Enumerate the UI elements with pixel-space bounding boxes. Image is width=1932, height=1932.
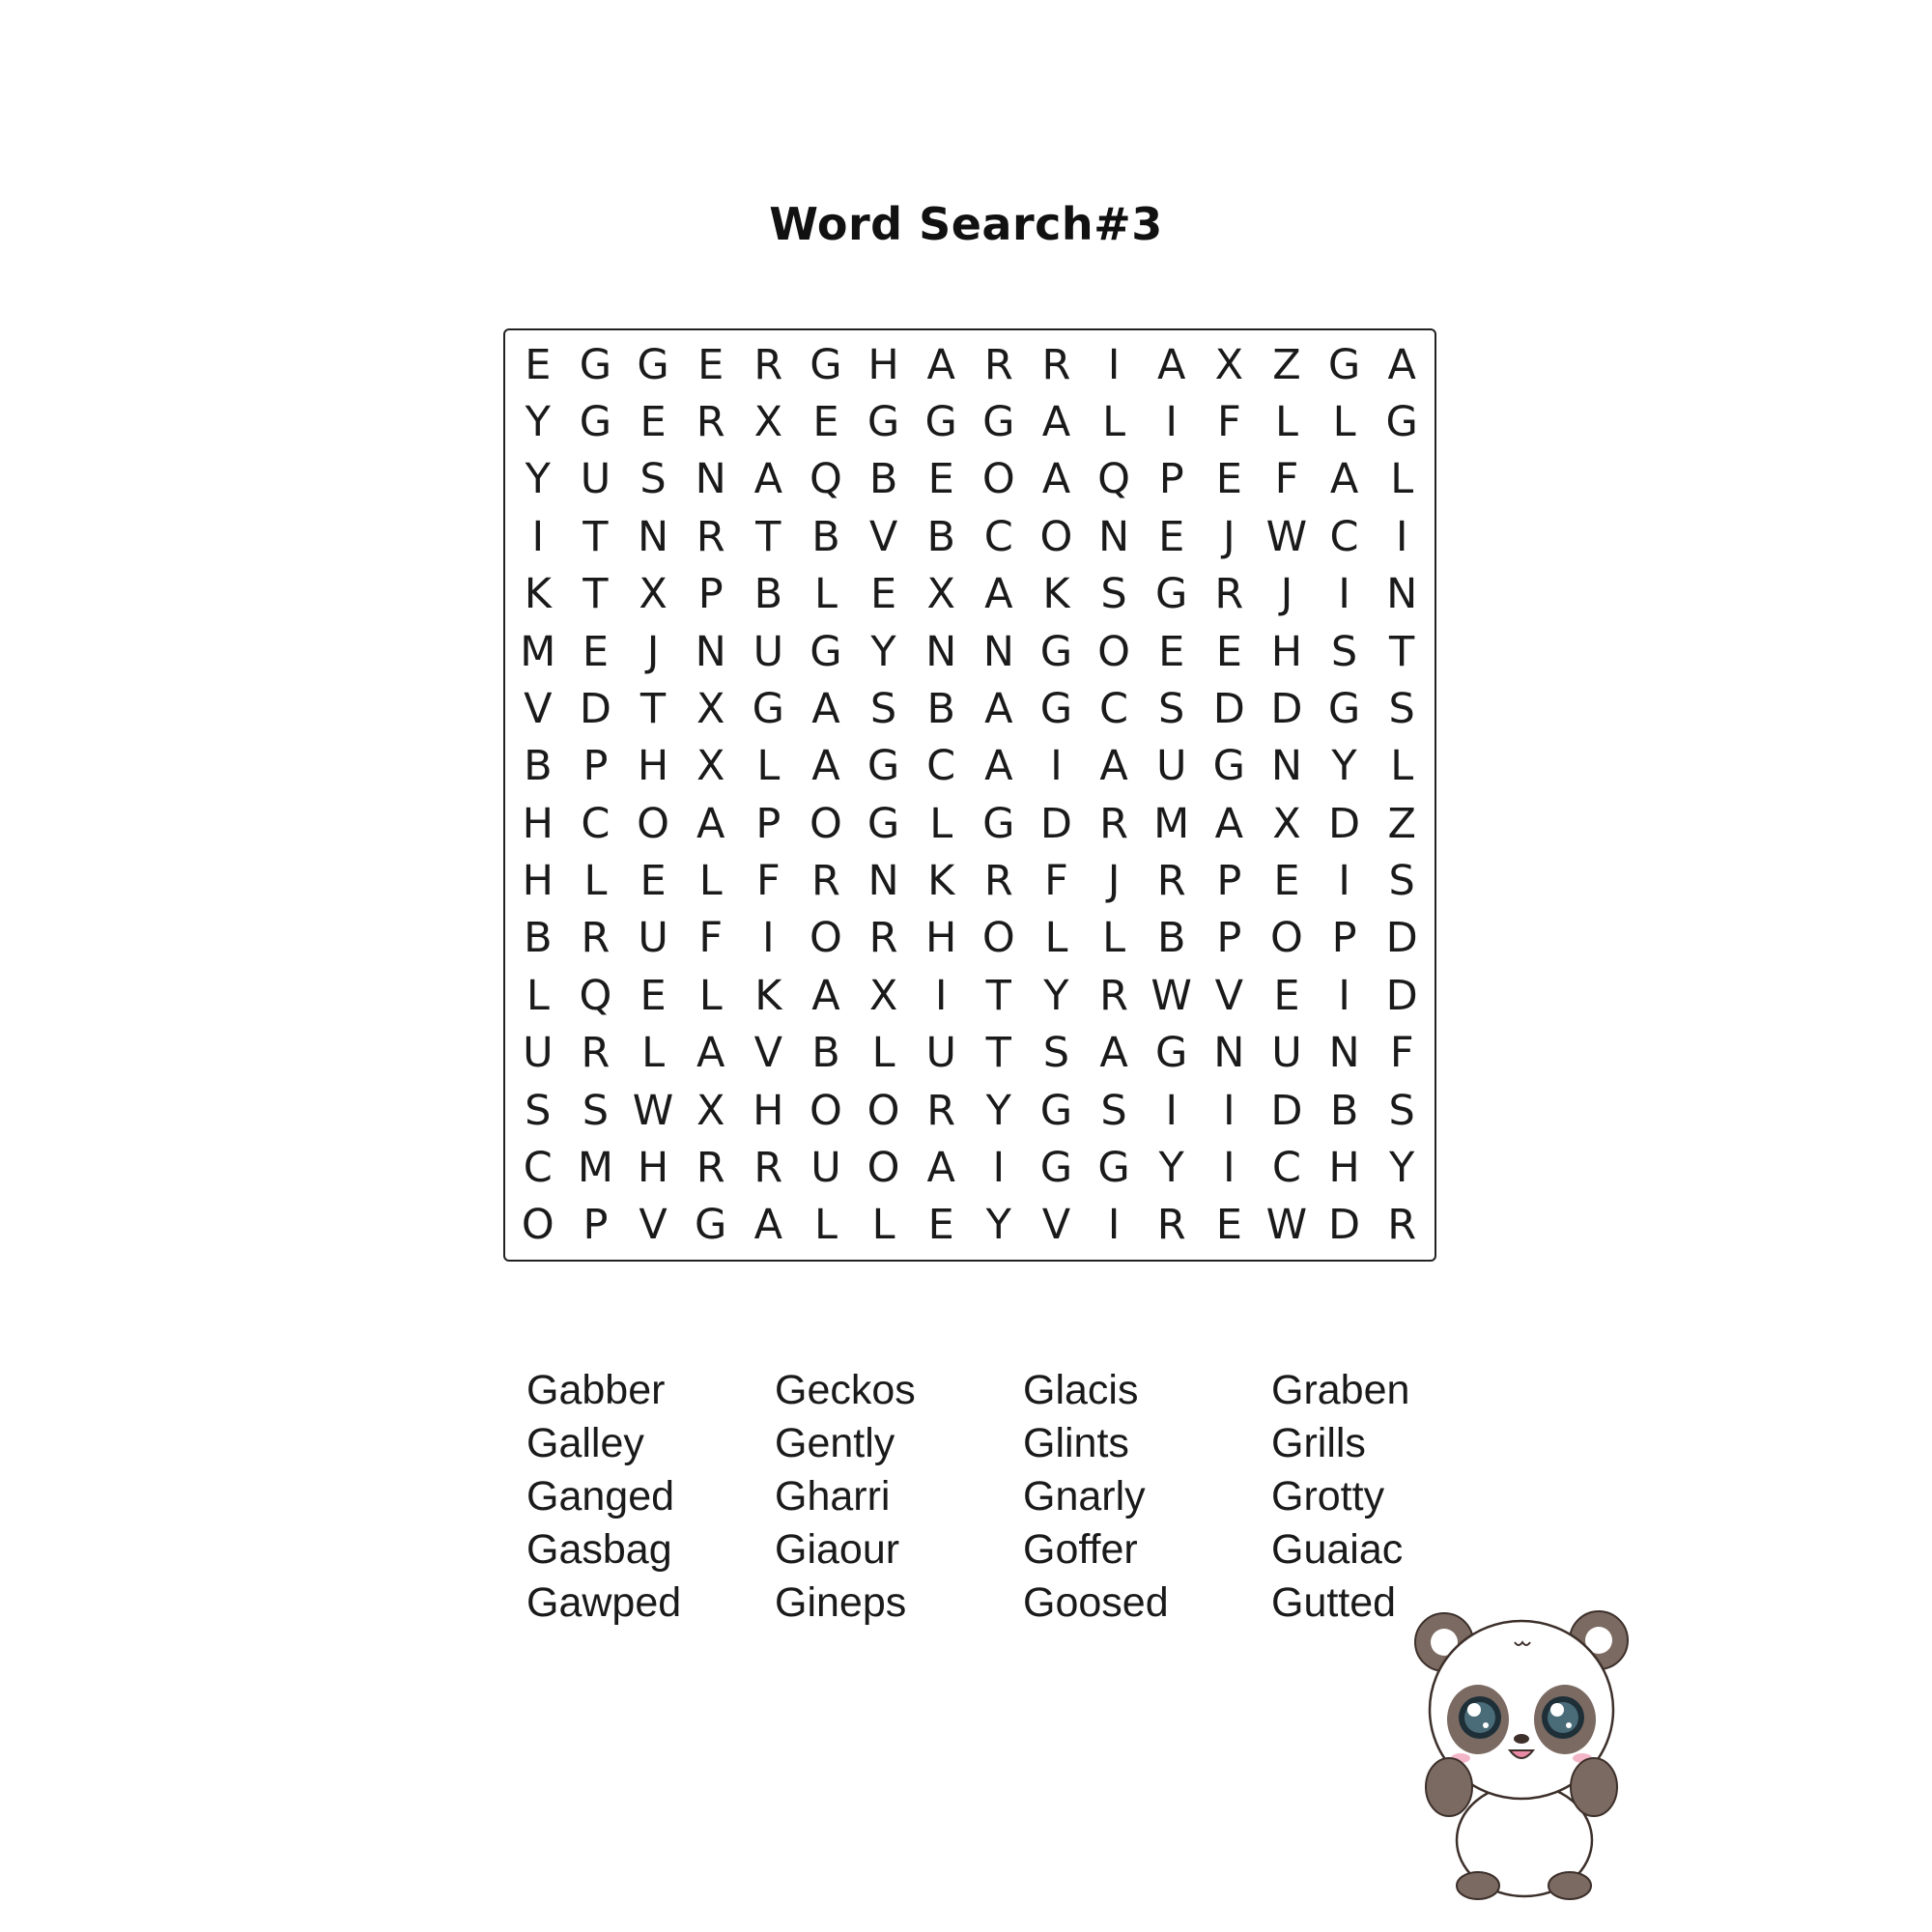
- grid-cell: A: [984, 742, 1013, 791]
- grid-cell: Y: [985, 1201, 1011, 1250]
- word-list-item: Grotty: [1271, 1473, 1385, 1520]
- grid-cell: A: [811, 742, 840, 791]
- grid-cell: J: [1280, 570, 1293, 619]
- grid-cell: G: [579, 398, 612, 447]
- grid-cell: L: [1390, 742, 1414, 791]
- grid-cell: S: [1388, 1086, 1415, 1135]
- grid-cell: B: [753, 570, 783, 619]
- grid-cell: U: [523, 1029, 554, 1078]
- grid-cell: A: [1099, 1029, 1128, 1078]
- grid-cell: N: [695, 455, 726, 504]
- grid-cell: M: [577, 1143, 613, 1192]
- grid-cell: R: [696, 1143, 725, 1192]
- grid-cell: X: [926, 570, 955, 619]
- grid-cell: M: [1153, 799, 1190, 848]
- grid-cell: I: [1338, 570, 1350, 619]
- grid-cell: A: [984, 570, 1013, 619]
- word-list-item: Gently: [775, 1420, 895, 1466]
- word-list-item: Galley: [526, 1420, 644, 1466]
- grid-cell: E: [1215, 627, 1242, 676]
- grid-cell: A: [811, 971, 840, 1020]
- grid-cell: H: [637, 742, 669, 791]
- grid-cell: V: [524, 684, 553, 733]
- grid-cell: E: [525, 340, 552, 389]
- word-list-item: Graben: [1271, 1367, 1410, 1413]
- grid-cell: I: [1338, 971, 1350, 1020]
- grid-cell: G: [810, 340, 842, 389]
- grid-cell: L: [1102, 398, 1126, 447]
- grid-cell: G: [637, 340, 669, 389]
- grid-cell: Q: [1097, 455, 1130, 504]
- grid-cell: W: [1265, 1201, 1308, 1250]
- grid-cell: N: [1213, 1029, 1245, 1078]
- grid-cell: X: [868, 971, 898, 1020]
- grid-cell: A: [1041, 398, 1071, 447]
- grid-cell: S: [1042, 1029, 1070, 1078]
- grid-cell: R: [1099, 971, 1128, 1020]
- grid-cell: N: [1270, 742, 1303, 791]
- grid-cell: I: [1338, 857, 1350, 906]
- grid-cell: P: [582, 742, 609, 791]
- grid-cell: I: [1165, 1086, 1179, 1135]
- grid-cell: Y: [525, 455, 551, 504]
- grid-cell: I: [992, 1143, 1006, 1192]
- word-list-item: Glints: [1023, 1420, 1129, 1466]
- grid-cell: X: [696, 684, 725, 733]
- grid-cell: Y: [1389, 1143, 1415, 1192]
- grid-cell: E: [1158, 512, 1185, 561]
- grid-cell: C: [983, 512, 1013, 561]
- grid-cell: A: [753, 1201, 783, 1250]
- word-list-item: Gnarly: [1023, 1473, 1146, 1520]
- grid-cell: I: [1050, 742, 1063, 791]
- grid-cell: R: [696, 512, 725, 561]
- grid-cell: W: [632, 1086, 674, 1135]
- grid-cell: A: [696, 1029, 725, 1078]
- grid-cell: O: [981, 914, 1015, 963]
- grid-cell: R: [868, 914, 898, 963]
- grid-cell: L: [526, 971, 550, 1020]
- grid-cell: Q: [810, 455, 842, 504]
- grid-cell: F: [698, 914, 724, 963]
- grid-cell: G: [867, 398, 900, 447]
- grid-cell: G: [1327, 684, 1361, 733]
- grid-cell: R: [1156, 857, 1186, 906]
- grid-cell: I: [1222, 1086, 1236, 1135]
- grid-cell: R: [1041, 340, 1071, 389]
- grid-cell: T: [985, 1029, 1011, 1078]
- grid-cell: Y: [1158, 1143, 1184, 1192]
- grid-cell: L: [813, 1201, 838, 1250]
- grid-cell: D: [1385, 914, 1418, 963]
- grid-cell: G: [1155, 1029, 1188, 1078]
- grid-cell: N: [1097, 512, 1130, 561]
- grid-cell: G: [1097, 1143, 1130, 1192]
- grid-cell: B: [1329, 1086, 1359, 1135]
- grid-cell: V: [868, 512, 898, 561]
- grid-cell: E: [1158, 627, 1185, 676]
- grid-cell: R: [1387, 1201, 1417, 1250]
- grid-cell: I: [761, 914, 775, 963]
- grid-cell: E: [697, 340, 724, 389]
- grid-cell: U: [753, 627, 784, 676]
- grid-cell: E: [1273, 857, 1300, 906]
- grid-cell: A: [1214, 799, 1244, 848]
- grid-cell: J: [1107, 857, 1121, 906]
- grid-cell: G: [1039, 684, 1073, 733]
- grid-cell: L: [1044, 914, 1068, 963]
- grid-cell: A: [1156, 340, 1186, 389]
- grid-cell: A: [1329, 455, 1359, 504]
- grid-cell: E: [639, 971, 667, 1020]
- grid-cell: S: [1100, 1086, 1127, 1135]
- grid-cell: T: [639, 684, 667, 733]
- grid-cell: P: [755, 799, 781, 848]
- grid-cell: G: [924, 398, 957, 447]
- grid-cell: D: [1328, 799, 1361, 848]
- grid-cell: U: [580, 455, 611, 504]
- panda-illustration: [1410, 1604, 1637, 1903]
- grid-cell: K: [754, 971, 782, 1020]
- grid-cell: R: [810, 857, 840, 906]
- grid-cell: L: [756, 742, 781, 791]
- grid-cell: E: [1273, 971, 1300, 1020]
- grid-cell: X: [753, 398, 783, 447]
- grid-cell: K: [927, 857, 955, 906]
- grid-cell: X: [639, 570, 668, 619]
- grid-cell: A: [811, 684, 840, 733]
- grid-cell: S: [582, 1086, 610, 1135]
- puzzle-title: Word Search#3: [769, 198, 1163, 250]
- grid-cell: A: [696, 799, 725, 848]
- grid-cell: O: [867, 1143, 900, 1192]
- grid-cell: H: [753, 1086, 784, 1135]
- grid-cell: E: [639, 398, 667, 447]
- grid-cell: U: [810, 1143, 841, 1192]
- grid-cell: N: [867, 857, 899, 906]
- grid-cell: G: [752, 684, 784, 733]
- grid-cell: G: [1155, 570, 1188, 619]
- word-list: [526, 1364, 1531, 1630]
- word-list-item: Goffer: [1023, 1526, 1138, 1573]
- grid-cell: R: [1099, 799, 1128, 848]
- word-list-item: Glacis: [1023, 1367, 1139, 1413]
- grid-cell: S: [1388, 684, 1415, 733]
- grid-cell: D: [1328, 1201, 1361, 1250]
- grid-cell: L: [1102, 914, 1126, 963]
- grid-cell: L: [813, 570, 838, 619]
- grid-cell: G: [1385, 398, 1418, 447]
- grid-cell: T: [1389, 627, 1415, 676]
- grid-cell: O: [981, 455, 1015, 504]
- grid-cell: F: [755, 857, 781, 906]
- grid-cell: F: [1389, 1029, 1414, 1078]
- grid-cell: C: [926, 742, 956, 791]
- grid-cell: I: [1395, 512, 1408, 561]
- grid-cell: S: [1388, 857, 1415, 906]
- grid-cell: N: [925, 627, 957, 676]
- grid-cell: G: [1212, 742, 1245, 791]
- grid-cell: J: [646, 627, 660, 676]
- grid-cell: A: [1099, 742, 1128, 791]
- grid-cell: V: [639, 1201, 668, 1250]
- grid-cell: H: [637, 1143, 669, 1192]
- grid-cell: L: [641, 1029, 666, 1078]
- grid-cell: D: [1039, 799, 1072, 848]
- grid-cell: Y: [870, 627, 896, 676]
- grid-cell: E: [1215, 1201, 1242, 1250]
- grid-cell: S: [639, 455, 667, 504]
- word-list-item: Giaour: [775, 1526, 900, 1573]
- grid-cell: R: [1156, 1201, 1186, 1250]
- grid-cell: P: [1216, 857, 1242, 906]
- grid-cell: G: [695, 1201, 727, 1250]
- grid-cell: F: [1044, 857, 1068, 906]
- grid-cell: A: [926, 1143, 955, 1192]
- grid-cell: Y: [1331, 742, 1357, 791]
- grid-cell: G: [1039, 1143, 1073, 1192]
- grid-cell: B: [868, 455, 898, 504]
- grid-cell: S: [1330, 627, 1358, 676]
- grid-cell: R: [753, 1143, 783, 1192]
- grid-cell: E: [1215, 455, 1242, 504]
- grid-cell: U: [638, 914, 668, 963]
- grid-cell: L: [698, 971, 723, 1020]
- grid-cell: O: [521, 1201, 554, 1250]
- grid-cell: G: [1327, 340, 1361, 389]
- word-list-item: Guaiac: [1271, 1526, 1404, 1573]
- word-list-item: Geckos: [775, 1367, 916, 1413]
- grid-cell: A: [753, 455, 783, 504]
- grid-cell: L: [583, 857, 608, 906]
- grid-cell: D: [1270, 1086, 1303, 1135]
- grid-cell: N: [1328, 1029, 1360, 1078]
- grid-cell: D: [1212, 684, 1245, 733]
- grid-cell: C: [1329, 512, 1359, 561]
- grid-cell: S: [869, 684, 897, 733]
- word-list-item: Gawped: [526, 1579, 682, 1626]
- grid-cell: R: [581, 1029, 611, 1078]
- grid-cell: P: [1216, 914, 1242, 963]
- grid-cell: H: [925, 914, 957, 963]
- grid-cell: Z: [1272, 340, 1301, 389]
- grid-cell: K: [1042, 570, 1070, 619]
- grid-cell: E: [582, 627, 610, 676]
- word-list-item: Grills: [1271, 1420, 1366, 1466]
- grid-cell: L: [929, 799, 953, 848]
- grid-cell: D: [1270, 684, 1303, 733]
- word-list-item: Ganged: [526, 1473, 675, 1520]
- grid-cell: Z: [1387, 799, 1416, 848]
- grid-cell: T: [985, 971, 1011, 1020]
- grid-cell: I: [1222, 1143, 1236, 1192]
- grid-cell: F: [1274, 455, 1299, 504]
- grid-cell: U: [1271, 1029, 1302, 1078]
- grid-cell: A: [926, 340, 955, 389]
- grid-cell: U: [925, 1029, 956, 1078]
- grid-cell: X: [1214, 340, 1244, 389]
- grid-cell: G: [1039, 627, 1073, 676]
- grid-cell: H: [522, 799, 554, 848]
- grid-cell: B: [926, 684, 955, 733]
- grid-cell: B: [524, 742, 553, 791]
- grid-cell: O: [810, 1086, 842, 1135]
- grid-cell: H: [522, 857, 554, 906]
- grid-cell: O: [867, 1086, 900, 1135]
- grid-cell: B: [926, 512, 955, 561]
- grid-cell: L: [871, 1201, 895, 1250]
- grid-cell: L: [698, 857, 723, 906]
- grid-cell: P: [1331, 914, 1357, 963]
- grid-cell: O: [1097, 627, 1130, 676]
- grid-cell: D: [1385, 971, 1418, 1020]
- grid-cell: P: [1158, 455, 1184, 504]
- grid-cell: D: [579, 684, 611, 733]
- grid-cell: C: [1271, 1143, 1301, 1192]
- grid-cell: L: [1274, 398, 1298, 447]
- word-list-item: Gharri: [775, 1473, 891, 1520]
- grid-cell: E: [927, 1201, 954, 1250]
- grid-cell: I: [934, 971, 948, 1020]
- grid-cell: I: [531, 512, 545, 561]
- grid-cell: V: [753, 1029, 783, 1078]
- grid-cell: J: [1222, 512, 1236, 561]
- grid-cell: S: [1158, 684, 1185, 733]
- grid-cell: B: [811, 1029, 840, 1078]
- grid-cell: A: [984, 684, 1013, 733]
- grid-cell: M: [520, 627, 556, 676]
- grid-cell: G: [810, 627, 842, 676]
- grid-cell: G: [982, 398, 1015, 447]
- grid-cell: O: [810, 914, 842, 963]
- word-list-item: Gabber: [526, 1367, 666, 1413]
- grid-cell: L: [871, 1029, 895, 1078]
- grid-cell: R: [581, 914, 611, 963]
- grid-cell: B: [1156, 914, 1186, 963]
- grid-cell: B: [524, 914, 553, 963]
- grid-cell: G: [579, 340, 612, 389]
- grid-cell: X: [1272, 799, 1301, 848]
- word-list-item: Goosed: [1023, 1579, 1169, 1626]
- grid-cell: R: [1214, 570, 1244, 619]
- grid-cell: O: [810, 799, 842, 848]
- grid-cell: Y: [1043, 971, 1069, 1020]
- grid-cell: H: [867, 340, 899, 389]
- grid-cell: E: [639, 857, 667, 906]
- grid-cell: C: [523, 1143, 553, 1192]
- word-list-item: Gutted: [1271, 1579, 1397, 1626]
- grid-cell: B: [811, 512, 840, 561]
- grid-cell: Q: [579, 971, 612, 1020]
- grid-cell: R: [696, 398, 725, 447]
- word-list-item: Gasbag: [526, 1526, 672, 1573]
- grid-cell: C: [1099, 684, 1129, 733]
- grid-cell: V: [1214, 971, 1244, 1020]
- grid-cell: Y: [985, 1086, 1011, 1135]
- grid-cell: L: [1332, 398, 1356, 447]
- grid-cell: P: [582, 1201, 609, 1250]
- grid-cell: E: [927, 455, 954, 504]
- grid-cell: S: [525, 1086, 552, 1135]
- grid-cell: G: [1039, 1086, 1073, 1135]
- grid-cell: R: [983, 857, 1013, 906]
- grid-cell: U: [1155, 742, 1187, 791]
- grid-cell: T: [755, 512, 781, 561]
- grid-cell: O: [1039, 512, 1073, 561]
- grid-cell: F: [1216, 398, 1241, 447]
- grid-cell: O: [1270, 914, 1303, 963]
- grid-cell: I: [1107, 1201, 1121, 1250]
- grid-cell: H: [1328, 1143, 1360, 1192]
- grid-cell: X: [696, 1086, 725, 1135]
- grid-cell: T: [582, 570, 609, 619]
- grid-cell: L: [1390, 455, 1414, 504]
- grid-cell: W: [1265, 512, 1308, 561]
- grid-cell: N: [637, 512, 669, 561]
- grid-cell: H: [1270, 627, 1303, 676]
- grid-cell: V: [1041, 1201, 1071, 1250]
- grid-cell: A: [1041, 455, 1071, 504]
- grid-cell: R: [753, 340, 783, 389]
- grid-cell: G: [867, 742, 900, 791]
- grid-cell: N: [695, 627, 726, 676]
- grid-cell: I: [1107, 340, 1121, 389]
- grid-cell: I: [1165, 398, 1179, 447]
- grid-cell: E: [869, 570, 897, 619]
- grid-cell: X: [696, 742, 725, 791]
- grid-cell: G: [982, 799, 1015, 848]
- grid-cell: A: [1387, 340, 1416, 389]
- grid-cell: Y: [525, 398, 551, 447]
- grid-cell: T: [582, 512, 609, 561]
- word-list-item: Gineps: [775, 1579, 907, 1626]
- grid-cell: O: [637, 799, 669, 848]
- grid-cell: R: [983, 340, 1013, 389]
- grid-cell: R: [926, 1086, 956, 1135]
- grid-cell: N: [982, 627, 1014, 676]
- grid-cell: P: [697, 570, 724, 619]
- grid-cell: W: [1151, 971, 1192, 1020]
- letter-grid: [503, 328, 1436, 1262]
- grid-cell: K: [524, 570, 552, 619]
- grid-cell: N: [1386, 570, 1418, 619]
- grid-cell: G: [867, 799, 900, 848]
- grid-cell: C: [581, 799, 611, 848]
- grid-cell: E: [812, 398, 839, 447]
- grid-cell: S: [1100, 570, 1127, 619]
